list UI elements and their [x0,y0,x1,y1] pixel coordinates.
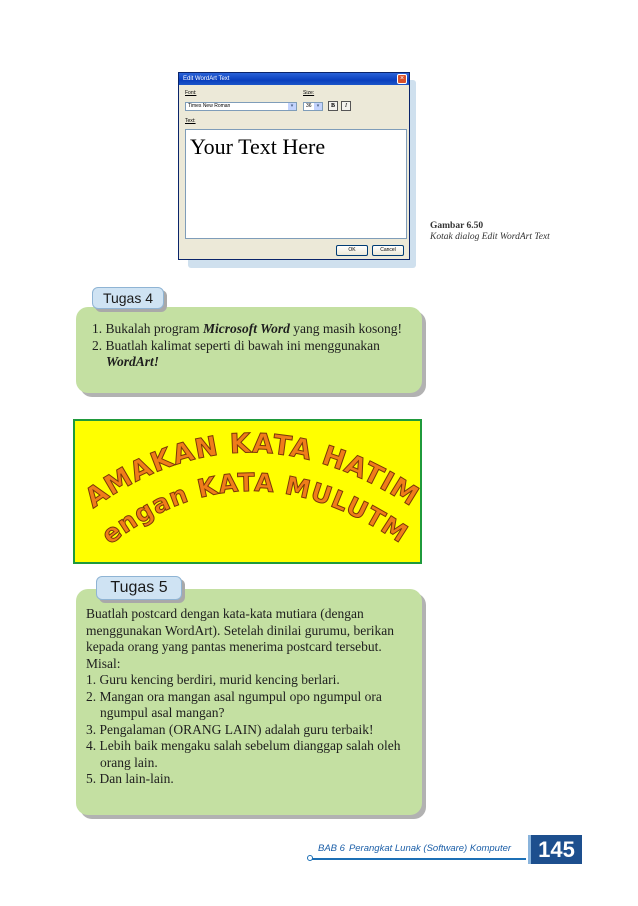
item-number: 2. [92,337,103,353]
item-emphasis: Microsoft Word [202,321,290,336]
size-label: Size: [303,90,315,96]
footer-dot-icon [307,855,313,861]
chevron-down-icon[interactable]: ▾ [288,103,296,110]
tugas4-list [92,321,410,371]
caption-title: Gambar 6.50 [430,221,484,231]
italic-button[interactable]: I [341,101,351,111]
wordart-graphic [75,421,420,562]
tugas5-misal: Misal: [86,655,121,671]
edit-wordart-dialog [178,72,410,260]
wordart-text-value: Your Text Here [190,134,326,159]
list-item: 3. Pengalaman (ORANG LAIN) adalah guru terbaik! [86,721,374,737]
cancel-button[interactable]: Cancel [372,245,404,256]
page-number: 145 [528,835,582,864]
item-number: 1. [92,321,103,336]
list-item: 4. Lebih baik mengaku salah sebelum dianggap salah oleh orang lain. [86,738,401,770]
list-item [92,321,410,338]
ok-button[interactable]: OK [336,245,368,256]
tugas5-content [86,606,404,788]
bold-button[interactable]: B [328,101,338,111]
font-label: Font: [185,90,197,96]
chapter-footer [318,843,511,854]
tugas4-title: Tugas 4 [92,287,164,309]
item-text: Buatlah kalimat seperti di bawah ini menggunakan [105,337,380,353]
text-label: Text: [185,118,196,124]
footer-divider [312,858,526,860]
wordart-text-input[interactable] [185,129,407,239]
list-item: 2. Mangan ora mangan asal ngumpul opo ngumpul ora ngumpul asal mangan? [86,688,382,720]
item-text: yang masih kosong! [289,321,402,336]
dialog-title-bar [179,73,409,85]
dialog-title: Edit WordArt Text [183,76,230,82]
figure-caption [430,221,550,243]
caption-description: Kotak dialog Edit WordArt Text [430,232,550,242]
font-select[interactable] [185,102,297,111]
list-item: 1. Guru kencing berdiri, murid kencing berlari. [86,672,340,687]
item-emphasis: WordArt! [106,354,160,369]
tugas5-title: Tugas 5 [96,576,182,600]
chapter-number: BAB 6 [318,843,345,854]
wordart-line-1: AMAKAN KATA HATI [79,428,400,515]
chevron-down-icon[interactable]: ▾ [314,103,322,110]
item-text: Bukalah program [105,321,203,336]
list-item [92,338,410,371]
list-item: 5. Dan lain-lain. [86,771,174,786]
tugas5-intro: Buatlah postcard dengan kata-kata mutiara (dengan menggunakan WordArt). Setelah dinilai gurumu, berikan kepada orang yang pantas menerima postcard tersebut. [86,606,394,654]
wordart-banner [73,419,422,564]
wordart-line-2: engan KATA MULUTM [96,467,414,550]
size-value: 36 [306,103,312,109]
chapter-title: Perangkat Lunak (Software) Komputer [348,843,512,854]
font-value: Times New Roman [188,103,231,109]
size-select[interactable] [303,102,323,111]
close-icon[interactable]: × [397,74,407,84]
